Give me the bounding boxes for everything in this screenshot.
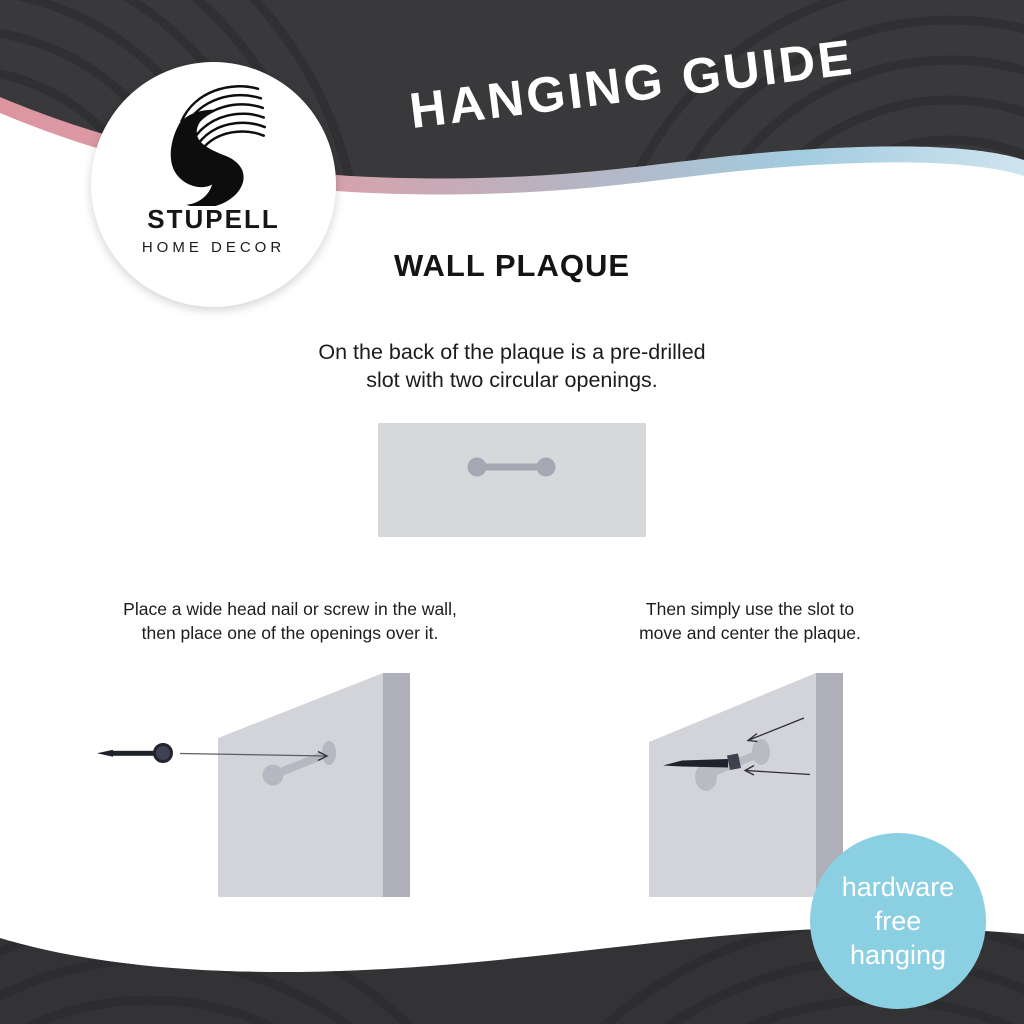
product-subtitle: WALL PLAQUE bbox=[393, 248, 631, 283]
page-title: HANGING GUIDE bbox=[406, 28, 858, 140]
intro-line-2: slot with two circular openings. bbox=[366, 368, 658, 392]
wall-plaque-3d-face bbox=[218, 673, 383, 897]
brand-name: STUPELL bbox=[147, 204, 280, 234]
step1-caption-line1: Place a wide head nail or screw in the wall, bbox=[123, 599, 457, 619]
step1-illustration bbox=[80, 660, 425, 910]
step1-caption-line2: then place one of the openings over it. bbox=[141, 623, 439, 643]
badge-line-1: hardware bbox=[841, 872, 955, 902]
badge-line-3: hanging bbox=[849, 940, 947, 970]
step2-caption bbox=[540, 597, 960, 645]
step1-caption bbox=[80, 597, 500, 645]
wall-plaque-3d-face bbox=[649, 673, 816, 897]
intro-line-1: On the back of the plaque is a pre-drilled bbox=[318, 340, 706, 364]
brand-tagline: HOME DECOR bbox=[141, 239, 286, 256]
wall-plaque-3d-side bbox=[383, 673, 410, 897]
intro-text bbox=[0, 338, 1024, 394]
badge-hardware-free-hanging bbox=[810, 833, 986, 1009]
plaque-back-diagram bbox=[378, 423, 646, 537]
keyhole-slot-icon bbox=[378, 423, 646, 537]
brand-s-icon bbox=[147, 74, 281, 206]
nail-icon bbox=[97, 745, 172, 762]
step2-caption-line2: move and center the plaque. bbox=[639, 623, 861, 643]
step2-caption-line1: Then simply use the slot to bbox=[645, 599, 855, 619]
badge-line-2: free bbox=[874, 906, 922, 936]
